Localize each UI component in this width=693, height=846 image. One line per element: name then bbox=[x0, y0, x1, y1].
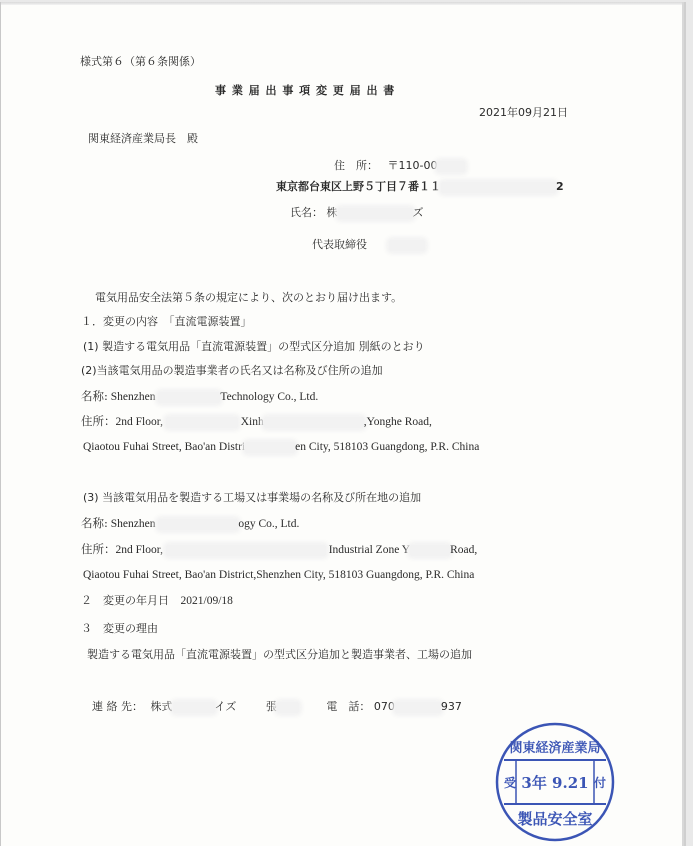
factory-name-part: Shenzhen bbox=[110, 518, 156, 530]
contact-company: 株式 bbox=[150, 700, 173, 713]
redaction bbox=[166, 545, 326, 556]
section1-item3: (3) 当該電気用品を製造する工場又は事業場の名称及び所在地の追加 bbox=[83, 491, 422, 504]
factory-name-part: ogy Co., Ltd. bbox=[238, 518, 300, 530]
address-tail: 2 bbox=[556, 180, 564, 193]
document-title: 事 業 届 出 事 項 変 更 届 出 書 bbox=[215, 84, 396, 97]
factory-address-line2: Qiaotou Fuhai Street, Bao'an District,Shenzhen City, 518103 Guangdong, P.R. China bbox=[83, 569, 475, 581]
redaction bbox=[395, 702, 441, 713]
factory-address-part: Industrial Zone Y bbox=[328, 544, 411, 556]
stamp-right-text: 付 bbox=[593, 776, 607, 790]
redaction bbox=[277, 702, 299, 713]
mfr-name-label: 名称: bbox=[81, 389, 108, 403]
factory-name bbox=[81, 516, 299, 531]
section1-heading: １．変更の内容 「直流電源装置」 bbox=[81, 315, 252, 328]
phone-label: 電 話： bbox=[326, 700, 371, 713]
contact-label: 連 絡 先： bbox=[92, 700, 143, 713]
redaction bbox=[389, 240, 425, 251]
mfr-address-part: en City, 518103 Guangdong, P.R. China bbox=[295, 441, 480, 453]
document-date: 2021年09月21日 bbox=[479, 106, 568, 119]
redaction bbox=[245, 442, 295, 453]
section2-heading: ２ 変更の年月日 bbox=[81, 594, 169, 607]
stamp-top-text: 関東経済産業局 bbox=[509, 741, 601, 756]
factory-address-label: 住所： bbox=[81, 542, 116, 556]
redaction bbox=[166, 417, 238, 428]
postal-code: 〒110-00 bbox=[387, 159, 438, 172]
factory-address-part: 2nd Floor, bbox=[115, 544, 163, 556]
contact-person: 張 bbox=[265, 700, 277, 713]
name-label: 氏名： bbox=[290, 206, 323, 219]
change-date: 2021/09/18 bbox=[180, 595, 233, 607]
section2-row bbox=[81, 594, 233, 608]
redaction bbox=[158, 392, 220, 403]
addressee: 関東経済産業局長 殿 bbox=[88, 132, 198, 145]
mfr-address-part: ,Yonghe Road, bbox=[363, 416, 432, 428]
name-value: 株 bbox=[326, 206, 338, 219]
manufacturer-address-line2 bbox=[83, 440, 479, 454]
stamp-date-text: 3年 9.21 bbox=[521, 774, 589, 792]
mfr-address-label: 住所： bbox=[81, 414, 116, 428]
manufacturer-address-line1 bbox=[81, 414, 432, 429]
applicant-name-row bbox=[290, 206, 424, 220]
section1-item2: (2)当該電気用品の製造事業者の氏名又は名称及び住所の追加 bbox=[81, 364, 383, 377]
stamp-graphic bbox=[497, 724, 613, 840]
contact-row bbox=[92, 700, 462, 714]
redaction bbox=[437, 161, 465, 172]
section1-item1: (1) 製造する電気用品「直流電源装置」の型式区分追加 別紙のとおり bbox=[83, 340, 425, 353]
factory-address-part: Road, bbox=[450, 544, 478, 556]
redaction bbox=[264, 417, 364, 428]
representative-label: 代表取締役 bbox=[312, 238, 367, 251]
manufacturer-name bbox=[81, 389, 318, 404]
form-id: 様式第６（第６条関係） bbox=[80, 55, 201, 68]
mfr-address-part: 2nd Floor, bbox=[115, 416, 163, 428]
preamble: 電気用品安全法第５条の規定により、次のとおり届け出ます。 bbox=[95, 291, 403, 304]
factory-address-line1 bbox=[81, 542, 477, 557]
mfr-address-part: Xinh bbox=[240, 416, 264, 428]
redaction bbox=[441, 182, 556, 193]
document-page bbox=[0, 2, 682, 846]
factory-name-label: 名称: bbox=[81, 516, 108, 530]
reception-stamp bbox=[494, 721, 616, 843]
stamp-left-text: 受 bbox=[503, 776, 517, 790]
name-tail: ズ bbox=[412, 206, 424, 219]
address-line: 東京都台東区上野５丁目７番１１ bbox=[276, 180, 441, 193]
phone-number-end: 937 bbox=[440, 700, 462, 713]
applicant-address-row bbox=[334, 159, 465, 173]
redaction bbox=[410, 545, 450, 556]
phone-number-start: 070 bbox=[373, 700, 395, 713]
section3-heading: ３ 変更の理由 bbox=[81, 622, 158, 635]
representative-row bbox=[312, 238, 425, 252]
redaction bbox=[173, 702, 215, 713]
section3-body: 製造する電気用品「直流電源装置」の型式区分追加と製造事業者、工場の追加 bbox=[87, 648, 472, 661]
mfr-name-part: Shenzhen bbox=[110, 391, 156, 403]
contact-company-tail: イズ bbox=[214, 700, 237, 713]
redaction bbox=[158, 519, 238, 530]
mfr-address-part: Qiaotou Fuhai Street, Bao'an Distri bbox=[83, 441, 246, 453]
applicant-address-line bbox=[276, 180, 564, 194]
stamp-bottom-text: 製品安全室 bbox=[517, 810, 593, 828]
address-label: 住 所： bbox=[334, 159, 378, 172]
redaction bbox=[338, 208, 413, 219]
mfr-name-part: Technology Co., Ltd. bbox=[220, 391, 319, 403]
